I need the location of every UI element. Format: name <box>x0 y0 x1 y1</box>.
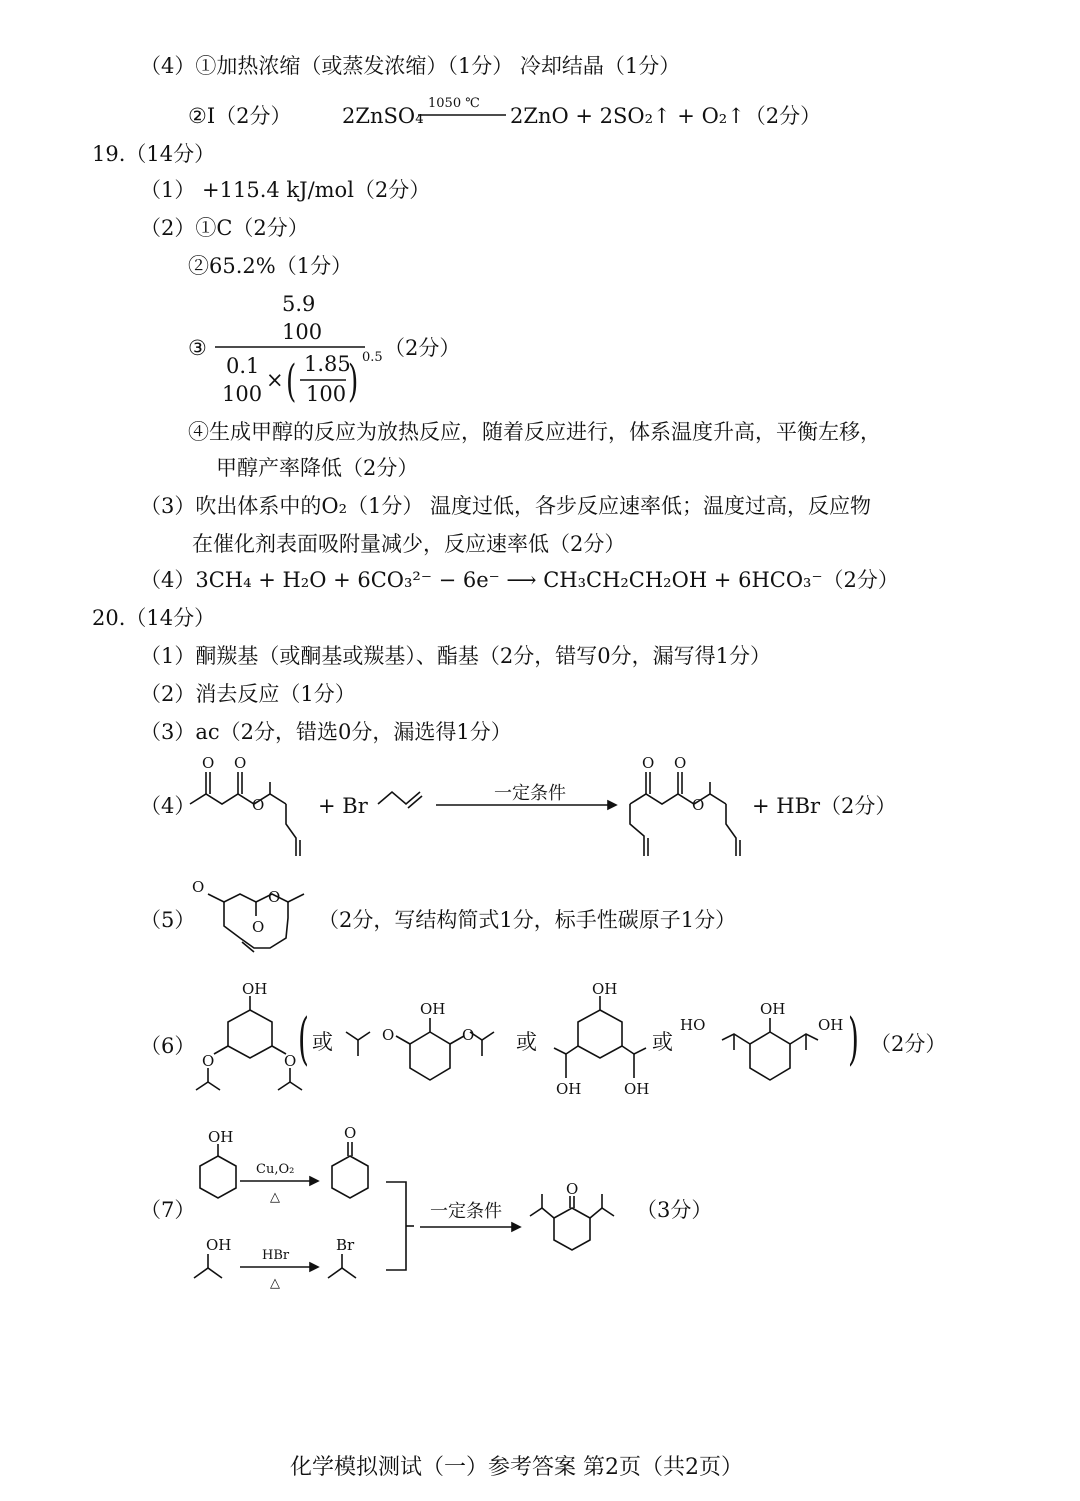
atom-oh: OH <box>206 1236 232 1254</box>
heat-sign-2: △ <box>270 1276 280 1291</box>
q20-part6-score: （2分） <box>870 1032 947 1056</box>
isomer-1-structure <box>190 982 310 1106</box>
fraction-denominator-1: 0.1 <box>226 354 260 378</box>
heat-sign-1: △ <box>270 1190 280 1205</box>
atom-o-ketone: O <box>642 754 655 772</box>
paren-close: ) <box>348 356 359 407</box>
q20-part7-condition: 一定条件 <box>430 1201 502 1222</box>
atom-oh: OH <box>420 1000 446 1018</box>
q19-part2-1: （2）①C（2分） <box>140 216 309 240</box>
q19-part2-3-score: （2分） <box>384 336 461 360</box>
atom-o-ring: O <box>268 888 281 906</box>
atom-o-right: O <box>284 1052 297 1070</box>
reagent-hbr: HBr <box>262 1248 290 1263</box>
arrow-bromination <box>240 1262 320 1272</box>
q20-part6-label: （6） <box>140 1034 196 1058</box>
reaction-arrow <box>436 800 616 810</box>
atom-o-ketone: O <box>202 754 215 772</box>
q20-part7-label: （7） <box>140 1198 196 1222</box>
atom-o-left: O <box>382 1026 395 1044</box>
q20-part1: （1）酮羰基（或酮基或羰基）、酯基（2分，错写0分，漏写得1分） <box>140 644 771 668</box>
arrow-final <box>420 1222 520 1232</box>
exponent: 0.5 <box>362 350 383 365</box>
isomer-3-structure <box>540 982 660 1106</box>
q20-part5-note: （2分，写结构简式1分，标手性碳原子1分） <box>318 908 737 932</box>
q19-part2-2: ②65.2%（1分） <box>188 254 353 278</box>
merge-bracket <box>386 1176 416 1276</box>
q19-part1: （1） +115.4 kJ/mol（2分） <box>140 178 431 202</box>
isomer-2-structure <box>340 996 520 1086</box>
fraction-numerator-2: 100 <box>282 320 323 344</box>
q20-part4-label: （4） <box>140 794 196 818</box>
cyclohexanol-structure <box>190 1126 250 1216</box>
inner-numerator: 1.85 <box>304 352 351 376</box>
q19-part4: （4）3CH₄ + H₂O + 6CO₃²⁻ − 6e⁻ ⟶ CH₃CH₂CH₂OH + 6HCO₃⁻（2分） <box>140 568 899 592</box>
atom-oh: OH <box>760 1000 786 1018</box>
inner-denominator: 100 <box>306 382 347 406</box>
or-text-3: 或 <box>652 1030 673 1054</box>
q20-part3: （3）ac（2分，错选0分，漏选得1分） <box>140 720 512 744</box>
paren-open: ( <box>286 356 297 407</box>
allyl-chain <box>378 784 434 814</box>
atom-oh-right: OH <box>818 1016 844 1034</box>
q18-part4-line1: （4）①加热浓缩（或蒸发浓缩）（1分） 冷却结晶（1分） <box>140 54 681 78</box>
page-footer: 化学模拟测试（一）参考答案 第2页（共2页） <box>290 1455 743 1480</box>
q20-part5-label: （5） <box>140 908 196 932</box>
macrocyclic-lactone-structure <box>190 872 320 962</box>
reagent-cu-o2: Cu,O₂ <box>256 1162 295 1177</box>
q19-part2-3-label: ③ <box>188 336 207 360</box>
q19-part2-4-line1: ④生成甲醇的反应为放热反应，随着反应进行，体系温度升高，平衡左移， <box>188 420 881 444</box>
q20-part7-score: （3分） <box>636 1198 713 1222</box>
q18-part4-line2-head: ②Ⅰ（2分） <box>188 104 292 128</box>
cyclohexanone-structure <box>322 1126 382 1216</box>
atom-o-ketone: O <box>192 878 205 896</box>
bracket-open: ( <box>298 1007 309 1072</box>
q19-header: 19.（14分） <box>92 142 216 166</box>
arrow-oxidation <box>240 1176 320 1186</box>
times-sign: × <box>266 368 284 392</box>
atom-o-left: O <box>202 1052 215 1070</box>
or-text-2: 或 <box>516 1030 537 1054</box>
q20-part4-right: + HBr（2分） <box>752 794 897 818</box>
atom-oh-left: OH <box>556 1080 582 1098</box>
atom-o-carbonyl: O <box>674 754 687 772</box>
atom-oh: OH <box>208 1128 234 1146</box>
product-diallyl-structure <box>620 752 750 862</box>
isopropanol-structure <box>188 1234 238 1290</box>
atom-o-carbonyl: O <box>252 918 265 936</box>
atom-oh-right: OH <box>624 1080 650 1098</box>
atom-oh: OH <box>242 980 268 998</box>
reagent-allyl-bromide: + Br <box>318 794 368 818</box>
fraction-bar <box>215 345 375 349</box>
q18-equation-condition: 1050 ℃ <box>428 96 480 111</box>
atom-o-ester: O <box>252 796 265 814</box>
q19-part3-line1: （3）吹出体系中的O₂（1分） 温度过低，各步反应速率低；温度过高，反应物 <box>140 494 872 518</box>
q20-part2: （2）消去反应（1分） <box>140 682 356 706</box>
q19-part3-line2: 在催化剂表面吸附量减少，反应速率低（2分） <box>192 532 626 556</box>
atom-o: O <box>344 1124 357 1142</box>
q20-header: 20.（14分） <box>92 606 216 630</box>
atom-ho-left: HO <box>680 1016 706 1034</box>
q20-part4-condition: 一定条件 <box>494 783 566 804</box>
target-ketone-structure <box>522 1180 632 1274</box>
fraction-denominator-2: 100 <box>222 382 263 406</box>
atom-o: O <box>566 1180 579 1198</box>
isopropyl-bromide-structure <box>322 1234 372 1290</box>
bracket-close: ) <box>848 1007 859 1072</box>
q19-part2-4-line2: 甲醇产率降低（2分） <box>216 456 419 480</box>
fraction-numerator-1: 5.9 <box>282 292 316 316</box>
q18-equation-left: 2ZnSO₄ <box>342 104 424 128</box>
q18-equation-arrow <box>418 112 508 118</box>
atom-br: Br <box>336 1236 355 1254</box>
reactant-ketoester-structure <box>180 752 300 862</box>
or-text-1: 或 <box>312 1030 333 1054</box>
atom-o-ester: O <box>692 796 705 814</box>
isomer-4-structure <box>676 996 856 1086</box>
atom-o-carbonyl: O <box>234 754 247 772</box>
atom-o-right: O <box>462 1026 475 1044</box>
q18-equation-right: 2ZnO + 2SO₂↑ + O₂↑（2分） <box>510 104 822 128</box>
atom-oh: OH <box>592 980 618 998</box>
